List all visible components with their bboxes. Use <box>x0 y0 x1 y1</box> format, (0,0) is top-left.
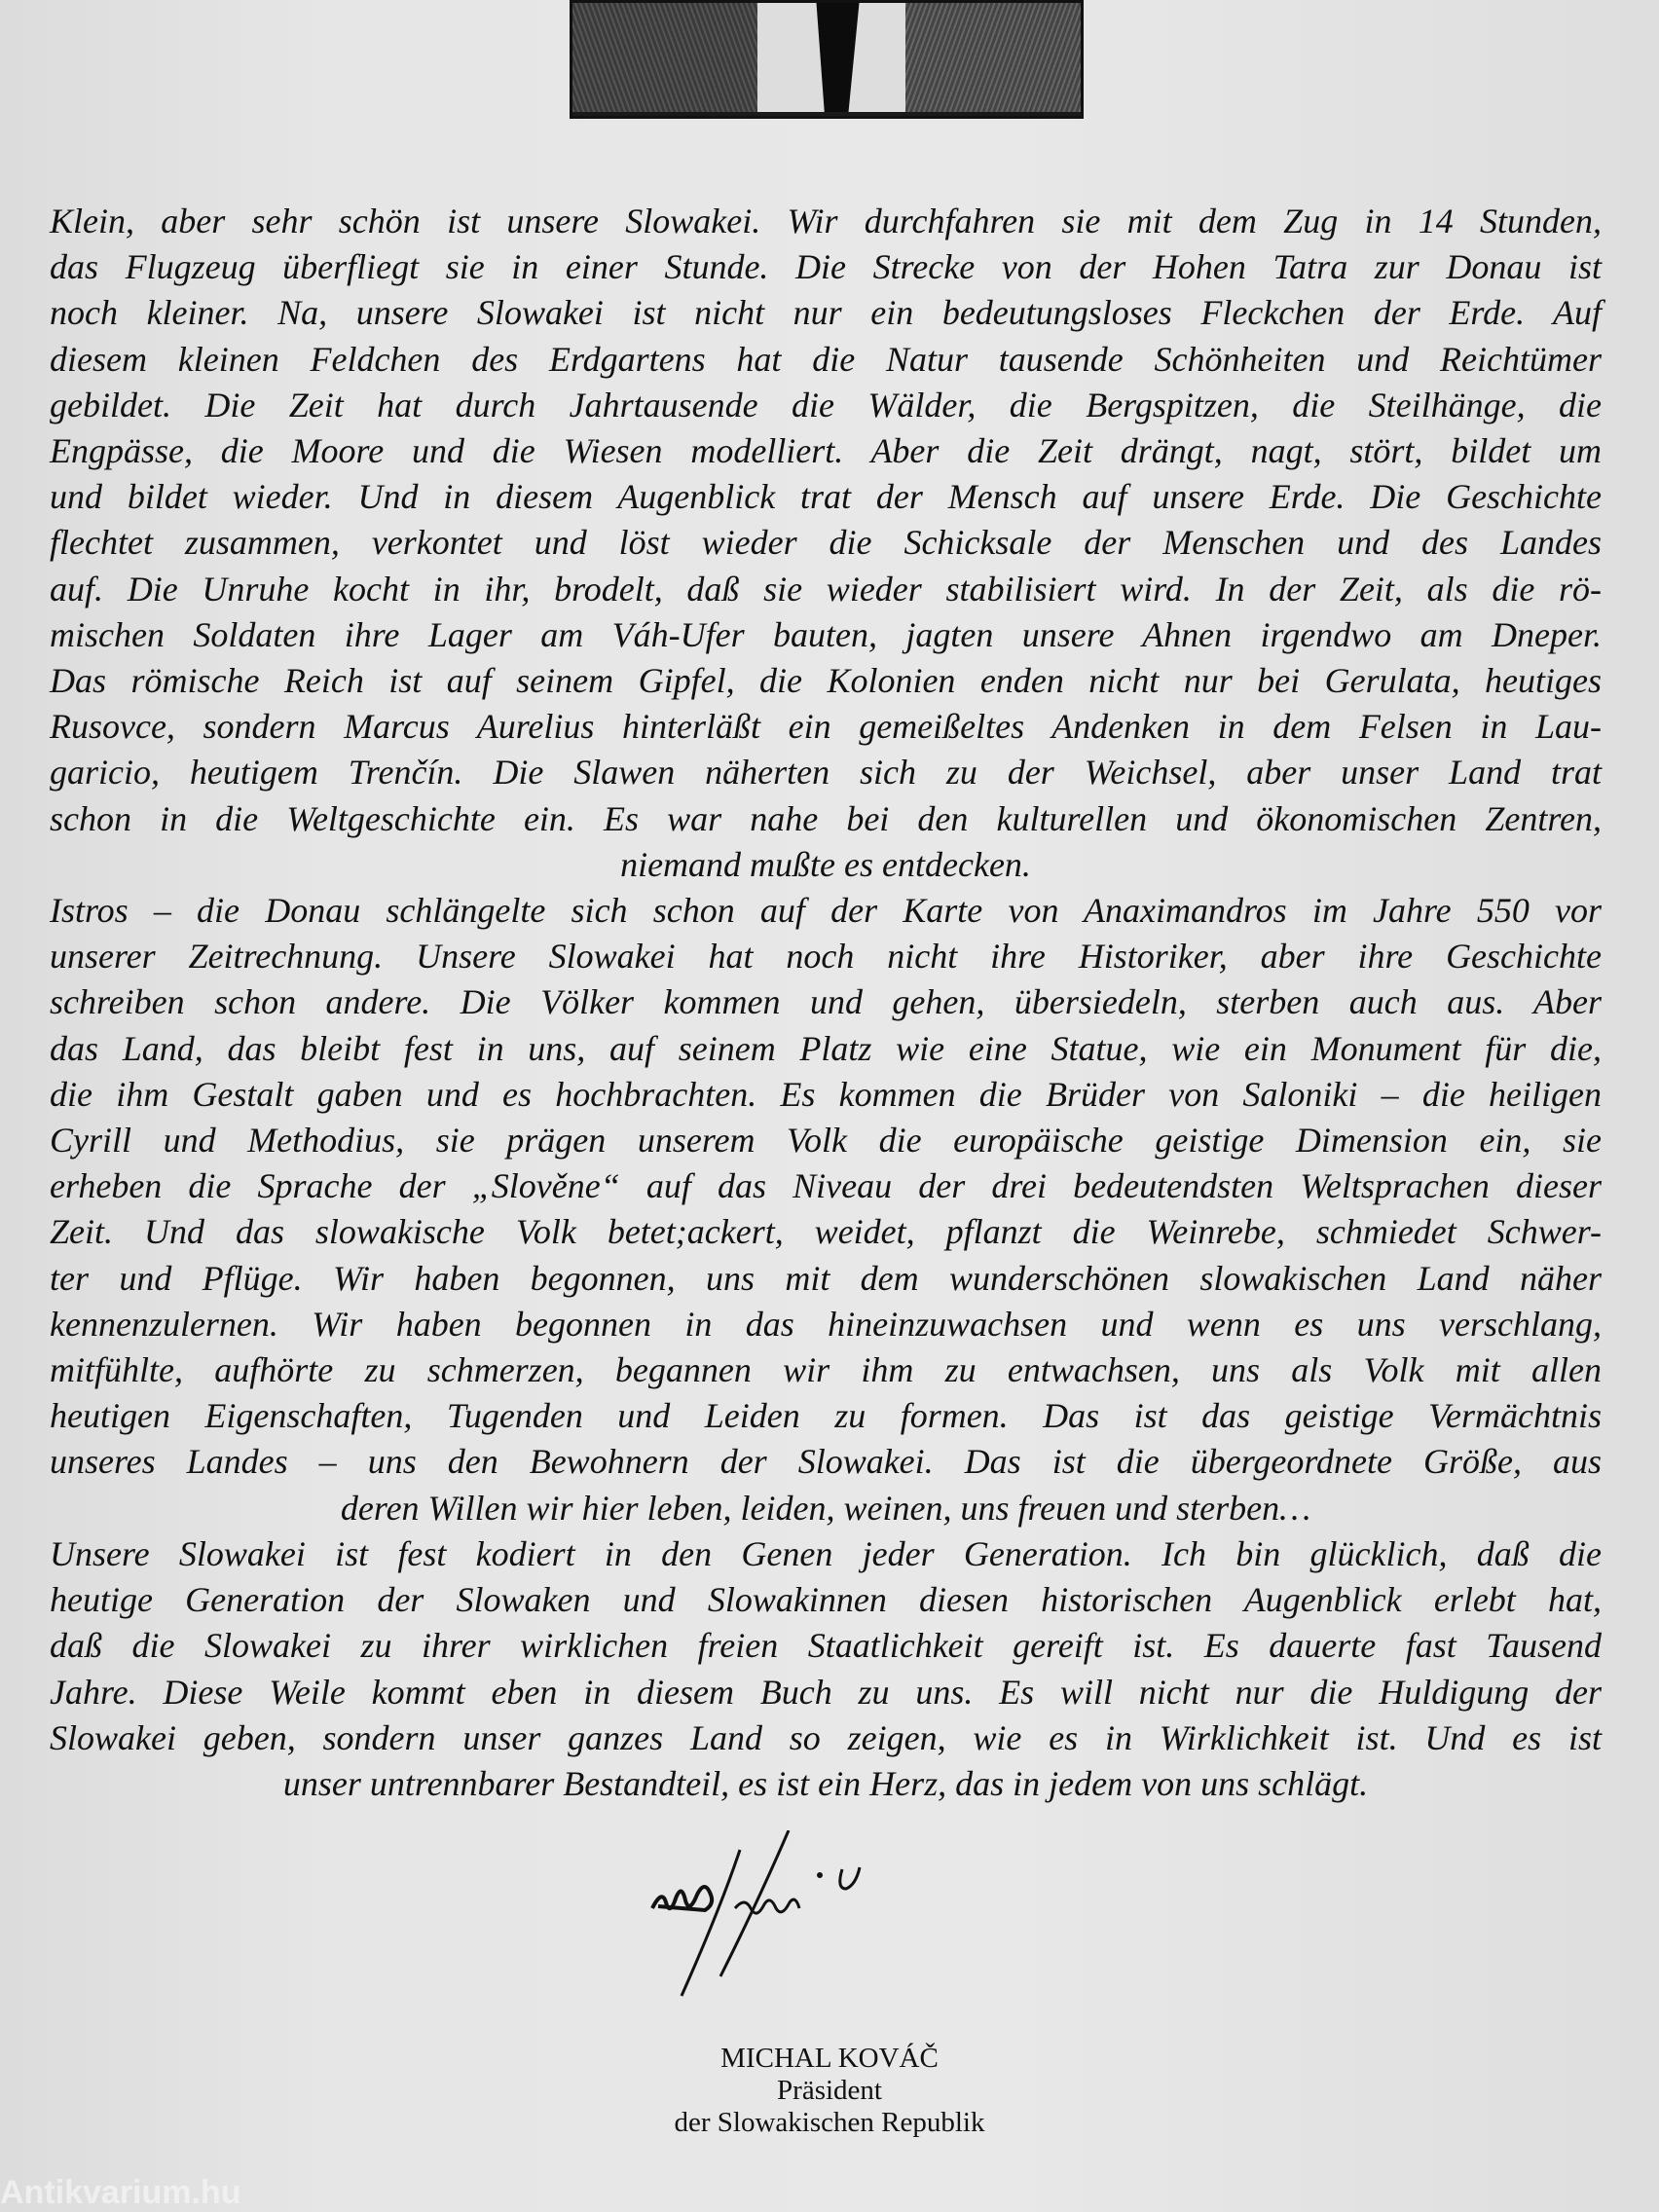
text-line: schon in die Weltgeschichte ein. Es war nahe bei den kulturellen und ökonomischen Zentren, <box>50 798 1602 838</box>
text-line: Zeit. Und das slowakische Volk betet;ackert, weidet, pflanzt die Weinrebe, schmiedet Schwer- <box>50 1212 1602 1252</box>
text-line: unseres Landes – uns den Bewohnern der Slowakei. Das ist die übergeordnete Größe, aus <box>50 1442 1602 1482</box>
text-line: heutige Generation der Slowaken und Slowakinnen diesen historischen Augenblick erlebt hat, <box>50 1580 1602 1620</box>
text-line: Unsere Slowakei ist fest kodiert in den Genen jeder Generation. Ich bin glücklich, daß die <box>50 1533 1602 1573</box>
photo-jacket-left <box>572 3 757 112</box>
author-block <box>0 2043 1659 2139</box>
portrait-photo <box>570 0 1084 119</box>
text-line: daß die Slowakei zu ihrer wirklichen freien Staatlichkeit gereift ist. Es dauerte fast Tausend <box>50 1626 1602 1666</box>
text-line: niemand mußte es entdecken. <box>620 844 1031 884</box>
text-line: Engpässe, die Moore und die Wiesen modelliert. Aber die Zeit drängt, nagt, stört, bildet um <box>50 431 1602 471</box>
text-line: ter und Pflüge. Wir haben begonnen, uns mit dem wunderschönen slowakischen Land näher <box>50 1258 1602 1298</box>
text-line: und bildet wieder. Und in diesem Augenblick trat der Mensch auf unsere Erde. Die Geschichte <box>50 477 1602 517</box>
text-line: Istros – die Donau schlängelte sich schon auf der Karte von Anaximandros im Jahre 550 vor <box>50 891 1602 931</box>
text-line: mitfühlte, aufhörte zu schmerzen, begannen wir ihm zu entwachsen, uns als Volk mit allen <box>50 1350 1602 1390</box>
text-line: flechtet zusammen, verkontet und löst wieder die Schicksale der Menschen und des Landes <box>50 523 1602 563</box>
text-line: unser untrennbarer Bestandteil, es ist ein Herz, das in jedem von uns schlägt. <box>282 1763 1369 1803</box>
text-line: deren Willen wir hier leben, leiden, weinen, uns freuen und sterben… <box>340 1488 1311 1528</box>
text-line: Das römische Reich ist auf seinem Gipfel, die Kolonien enden nicht nur bei Gerulata, heutiges <box>50 661 1602 701</box>
text-line: Cyrill und Methodius, sie prägen unserem Volk die europäische geistige Dimension ein, sie <box>50 1121 1602 1161</box>
text-line: noch kleiner. Na, unsere Slowakei ist nicht nur ein bedeutungsloses Fleckchen der Erde. Auf <box>50 293 1602 333</box>
text-line: mischen Soldaten ihre Lager am Váh-Ufer bauten, jagten unsere Ahnen irgendwo am Dneper. <box>50 614 1602 654</box>
text-line: Rusovce, sondern Marcus Aurelius hinterläßt ein gemeißeltes Andenken in dem Felsen in Lau- <box>50 707 1602 747</box>
text-line: Jahre. Diese Weile kommt eben in diesem Buch zu uns. Es will nicht nur die Huldigung der <box>50 1672 1602 1712</box>
text-line: Slowakei geben, sondern unser ganzes Land so zeigen, wie es in Wirklichkeit ist. Und es ist <box>50 1717 1602 1757</box>
text-line: kennenzulernen. Wir haben begonnen in das hineinzuwachsen und wenn es uns verschlang, <box>50 1304 1602 1344</box>
author-affiliation: der Slowakischen Republik <box>674 2107 985 2138</box>
text-line: unserer Zeitrechnung. Unsere Slowakei hat noch nicht ihre Historiker, aber ihre Geschichte <box>50 937 1602 977</box>
text-line: schreiben schon andere. Die Völker kommen und gehen, übersiedeln, sterben auch aus. Aber <box>50 982 1602 1022</box>
watermark: Antikvarium.hu <box>0 2174 241 2211</box>
author-name: MICHAL KOVÁČ <box>720 2043 939 2074</box>
text-line: die ihm Gestalt gaben und es hochbrachten. Es kommen die Brüder von Saloniki – die heiligen <box>50 1074 1602 1114</box>
text-line: heutigen Eigenschaften, Tugenden und Leiden zu formen. Das ist das geistige Vermächtnis <box>50 1396 1602 1436</box>
text-line: gebildet. Die Zeit hat durch Jahrtausende die Wälder, die Bergspitzen, die Steilhänge, die <box>50 385 1602 424</box>
text-line: erheben die Sprache der „Slověne“ auf das Niveau der drei bedeutendsten Weltsprachen dieser <box>50 1166 1602 1206</box>
author-title: Präsident <box>777 2075 882 2106</box>
photo-jacket-right <box>905 3 1081 112</box>
text-line: Klein, aber sehr schön ist unsere Slowakei. Wir durchfahren sie mit dem Zug in 14 Stunden, <box>50 202 1602 240</box>
text-line: das Flugzeug überfliegt sie in einer Stunde. Die Strecke von der Hohen Tatra zur Donau ist <box>50 247 1602 287</box>
body-text <box>50 199 1602 1807</box>
text-line: garicio, heutigem Trenčín. Die Slawen näherten sich zu der Weichsel, aber unser Land trat <box>50 753 1602 793</box>
text-line: auf. Die Unruhe kocht in ihr, brodelt, daß sie wieder stabilisiert wird. In der Zeit, als die rö- <box>50 569 1602 608</box>
text-line: diesem kleinen Feldchen des Erdgartens hat die Natur tausende Schönheiten und Reichtümer <box>50 339 1602 379</box>
text-line: das Land, das bleibt fest in uns, auf seinem Platz wie eine Statue, wie ein Monument für die, <box>50 1028 1602 1068</box>
signature <box>643 1830 993 2006</box>
